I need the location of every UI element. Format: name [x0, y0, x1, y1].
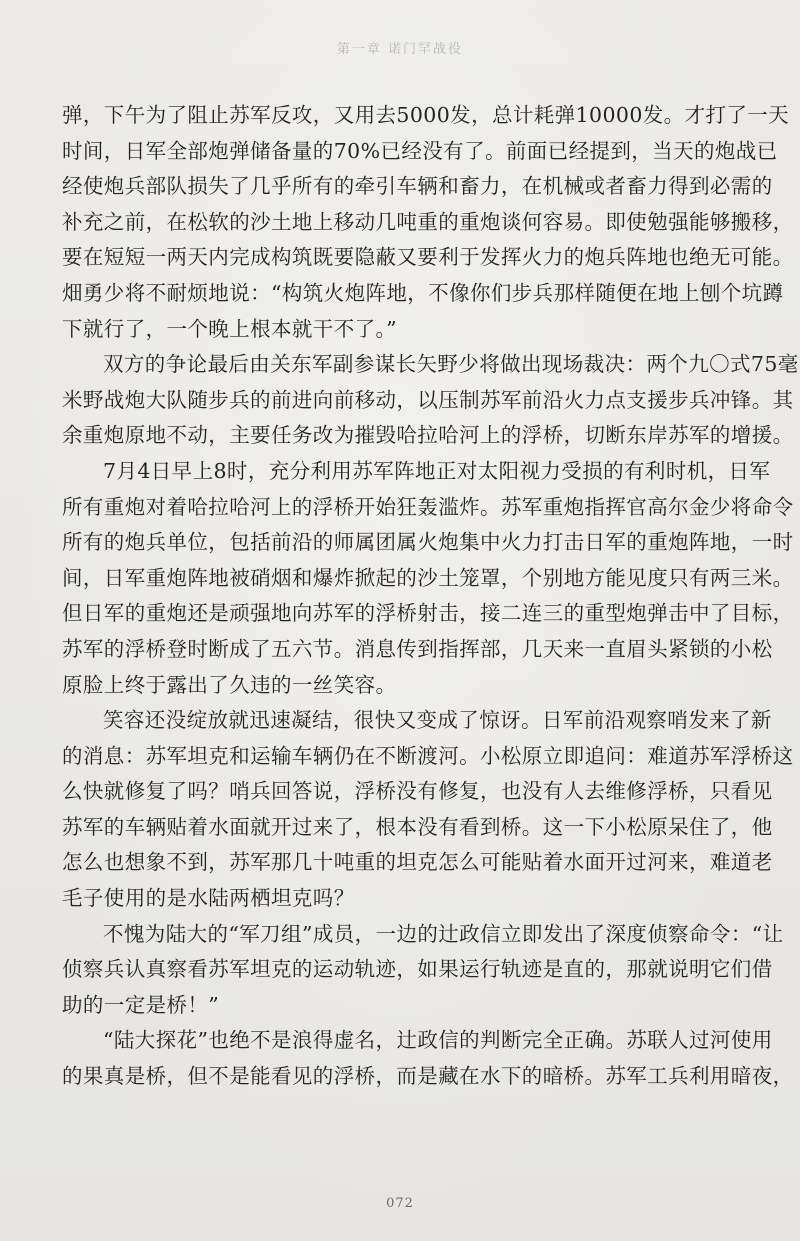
text-line: 怎么也想象不到，苏军那几十吨重的坦克怎么可能贴着水面开过河来，难道老: [62, 850, 773, 875]
text-line: 弹，下午为了阻止苏军反攻，又用去5000发，总计耗弹10000发。才打了一天: [62, 103, 790, 127]
text-line: 米野战炮大队随步兵的前进向前移动，以压制苏军前沿火力点支援步兵冲锋。其: [62, 387, 794, 412]
text-line: 么快就修复了吗？哨兵回答说，浮桥没有修复，也没有人去维修浮桥，只看见: [62, 779, 773, 804]
text-line: 原脸上终于露出了久违的一丝笑容。: [62, 672, 397, 697]
text-line: 的果真是桥，但不是能看见的浮桥，而是藏在水下的暗桥。苏军工兵利用暗夜，: [62, 1064, 794, 1089]
running-head: 第一章 诺门罕战役: [336, 42, 464, 57]
text-line: 间，日军重炮阵地被硝烟和爆炸掀起的沙土笼罩，个别地方能见度只有两三米。: [62, 565, 794, 590]
text-line: 所有的炮兵单位，包括前沿的师属团属火炮集中火力打击日军的重炮阵地，一时: [62, 530, 794, 555]
text-line: 笑容还没绽放就迅速凝结，很快又变成了惊讶。日军前沿观察哨发来了新: [103, 708, 772, 733]
text-line: 但日军的重炮还是顽强地向苏军的浮桥射击，接二连三的重型炮弹击中了目标，: [62, 601, 794, 626]
body-text: [62, 98, 799, 1095]
text-line: 补充之前，在松软的沙土地上移动几吨重的重炮谈何容易。即使勉强能够搬移，: [62, 209, 794, 234]
text-line: 所有重炮对着哈拉哈河上的浮桥开始狂轰滥炸。苏军重炮指挥官高尔金少将命令: [62, 494, 794, 519]
text-line: 时间，日军全部炮弹储备量的70%已经没有了。前面已经提到，当天的炮战已: [62, 138, 778, 163]
text-line: 不愧为陆大的“军刀组”成员，一边的辻政信立即发出了深度侦察命令：“让: [103, 921, 784, 946]
text-line: 毛子使用的是水陆两栖坦克吗？: [62, 886, 355, 911]
text-line: 侦察兵认真察看苏军坦克的运动轨迹，如果运行轨迹是直的，那就说明它们借: [62, 957, 773, 982]
text-line: 下就行了，一个晚上根本就干不了。”: [62, 316, 398, 341]
text-line: 要在短短一两天内完成构筑既要隐蔽又要利于发挥火力的炮兵阵地也绝无可能。: [62, 245, 794, 270]
text-line: 助的一定是桥！”: [62, 992, 220, 1017]
text-line: 7月4日早上8时，充分利用苏军阵地正对太阳视力受损的有利时机，日军: [103, 458, 771, 483]
text-line: 余重炮原地不动，主要任务改为摧毁哈拉哈河上的浮桥，切断东岸苏军的增援。: [62, 423, 794, 448]
text-line: 双方的争论最后由关东军副参谋长矢野少将做出现场裁决：两个九〇式75毫: [103, 352, 799, 377]
text-line: 苏军的浮桥登时断成了五六节。消息传到指挥部，几天来一直眉头紧锁的小松: [62, 636, 773, 661]
text-line: 经使炮兵部队损失了几乎所有的牵引车辆和畜力，在机械或者畜力得到必需的: [62, 174, 773, 199]
text-line: 苏军的车辆贴着水面就开过来了，根本没有看到桥。这一下小松原呆住了，他: [62, 814, 773, 839]
text-line: “陆大探花”也绝不是浪得虚名，辻政信的判断完全正确。苏联人过河使用: [103, 1028, 773, 1053]
page-number: 072: [386, 1196, 414, 1211]
text-line: 畑勇少将不耐烦地说：“构筑火炮阵地，不像你们步兵那样随便在地上刨个坑蹲: [62, 280, 784, 305]
text-line: 的消息：苏军坦克和运输车辆仍在不断渡河。小松原立即追问：难道苏军浮桥这: [62, 743, 794, 768]
